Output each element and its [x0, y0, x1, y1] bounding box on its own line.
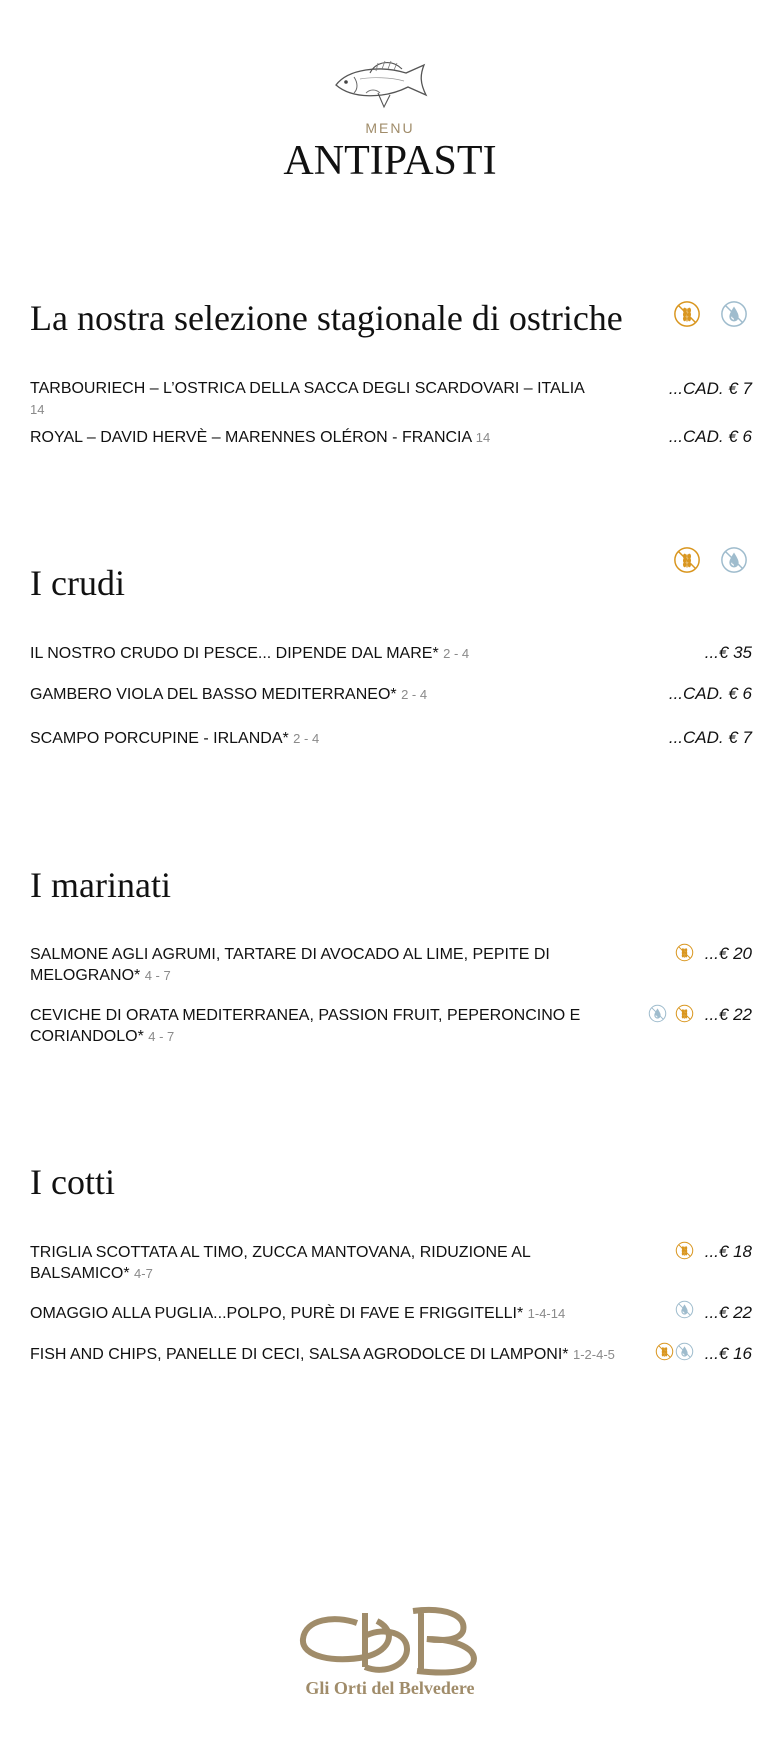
item-allergens: 14: [30, 402, 45, 417]
item-price: ...CAD. € 7: [668, 728, 752, 747]
menu-item: [30, 1005, 600, 1047]
item-price: ...€ 22: [704, 1303, 752, 1322]
menu-item: [30, 643, 600, 664]
gluten-free-icon: [673, 300, 701, 328]
item-price: ...€ 22: [704, 1005, 752, 1024]
item-name: OMAGGIO ALLA PUGLIA...POLPO, PURÈ DI FAVE E FRIGGITELLI*: [30, 1305, 524, 1322]
item-name: SCAMPO PORCUPINE - IRLANDA*: [30, 730, 289, 747]
item-name: TARBOURIECH – L’OSTRICA DELLA SACCA DEGLI SCARDOVARI – ITALIA: [30, 380, 584, 397]
brand-name: Gli Orti del Belvedere: [305, 1678, 475, 1698]
menu-item: [30, 944, 600, 986]
item-name: CEVICHE DI ORATA MEDITERRANEA, PASSION FRUIT, PEPERONCINO E CORIANDOLO*: [30, 1007, 581, 1045]
item-price: ...€ 18: [704, 1242, 752, 1261]
item-allergens: 2 - 4: [401, 687, 428, 702]
gluten-free-icon: [673, 546, 701, 574]
item-name: FISH AND CHIPS, PANELLE DI CECI, SALSA AGRODOLCE DI LAMPONI*: [30, 1346, 569, 1363]
section-title-crudi: I crudi: [30, 563, 125, 603]
item-allergens: 4 - 7: [148, 1029, 175, 1044]
lactose-free-icon: [720, 300, 748, 328]
menu-item: [30, 1303, 600, 1324]
item-price: ...€ 20: [704, 944, 752, 963]
lactose-free-icon: [648, 1004, 667, 1023]
item-allergens: 4-7: [134, 1266, 153, 1281]
menu-item: [30, 1344, 630, 1365]
item-allergens: 1-2-4-5: [572, 1347, 615, 1362]
item-name: GAMBERO VIOLA DEL BASSO MEDITERRANEO*: [30, 686, 397, 703]
item-price: ...CAD. € 6: [668, 427, 752, 446]
fish-icon: [330, 55, 450, 115]
menu-item: [30, 684, 600, 705]
brand-logo: [295, 1605, 485, 1677]
item-allergens: 1-4-14: [527, 1306, 566, 1321]
item-price: ...CAD. € 6: [668, 684, 752, 703]
item-name: IL NOSTRO CRUDO DI PESCE... DIPENDE DAL MARE*: [30, 645, 439, 662]
item-name: ROYAL – DAVID HERVÈ – MARENNES OLÉRON - FRANCIA: [30, 429, 472, 446]
page-title: ANTIPASTI: [283, 138, 497, 184]
menu-item: [30, 728, 600, 749]
menu-item: [30, 378, 600, 420]
lactose-free-icon: [675, 1342, 694, 1361]
item-allergens: 14: [475, 430, 491, 445]
lactose-free-icon: [675, 1300, 694, 1319]
item-allergens: 2 - 4: [443, 646, 470, 661]
item-name: SALMONE AGLI AGRUMI, TARTARE DI AVOCADO AL LIME, PEPITE DI MELOGRANO*: [30, 946, 550, 984]
item-price: ...CAD. € 7: [668, 379, 752, 398]
item-price: ...€ 35: [704, 643, 752, 662]
section-title-cotti: I cotti: [30, 1162, 115, 1202]
gluten-free-icon: [675, 1241, 694, 1260]
item-price: ...€ 16: [704, 1344, 752, 1363]
item-name: TRIGLIA SCOTTATA AL TIMO, ZUCCA MANTOVANA, RIDUZIONE AL BALSAMICO*: [30, 1244, 531, 1282]
menu-item: [30, 427, 600, 448]
menu-label: MENU: [365, 120, 415, 136]
lactose-free-icon: [720, 546, 748, 574]
section-title-ostriche: La nostra selezione stagionale di ostriche: [30, 298, 623, 338]
section-title-marinati: I marinati: [30, 865, 171, 905]
gluten-free-icon: [675, 943, 694, 962]
item-allergens: 4 - 7: [144, 968, 171, 983]
menu-item: [30, 1242, 600, 1284]
item-allergens: 2 - 4: [293, 731, 320, 746]
gluten-free-icon: [655, 1342, 674, 1361]
gluten-free-icon: [675, 1004, 694, 1023]
